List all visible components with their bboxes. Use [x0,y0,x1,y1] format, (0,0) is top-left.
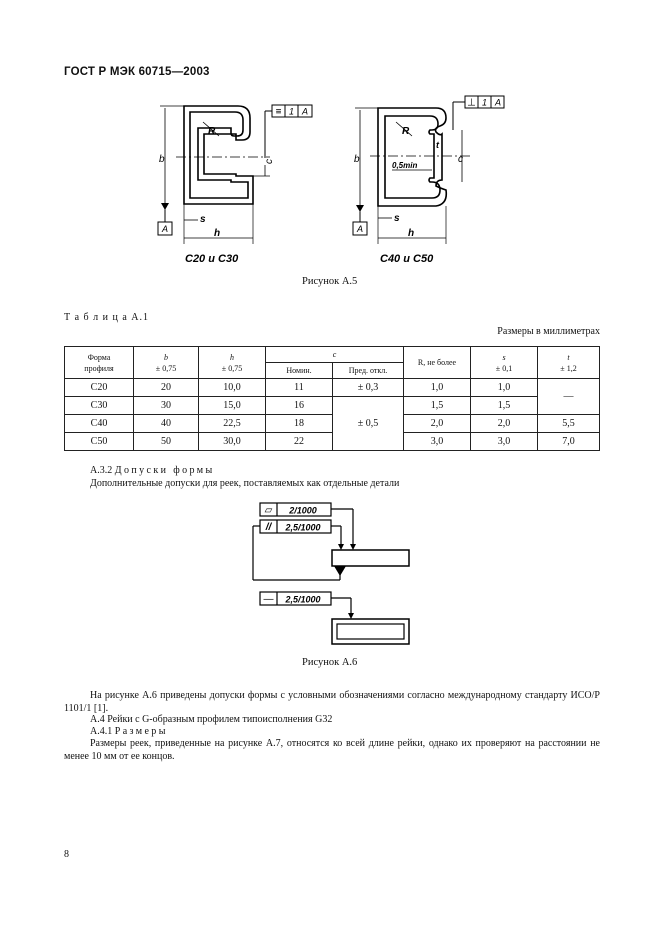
table-row: С20 20 10,0 11 ± 0,3 1,0 1,0 — [65,379,600,397]
paragraph-a6-description: На рисунке А.6 приведены допуски формы с условными обозначениями согласно международному стандарту ИСО/Р 1101/1 [1]. [64,690,600,714]
col-form-header: Форма профиля [65,347,134,379]
svg-text:A: A [356,224,364,234]
datum-frame-left [265,105,312,158]
col-t-header: t ± 1,2 [538,347,600,379]
col-c-nom-header: Номин. [266,363,333,379]
svg-text:2,5/1000: 2,5/1000 [285,594,321,605]
col-c-header: c [266,347,404,363]
svg-text:h: h [214,228,221,239]
profile-c20-c30 [158,105,312,265]
profile-c40-c50 [353,96,504,265]
col-c-dev-header: Пред. откл. [333,363,404,379]
section-a32-heading: А.3.2 Допуски формы [90,465,215,476]
svg-text:R: R [208,126,216,137]
profile-label-right: С40 и С50 [380,253,434,265]
svg-text://: // [265,522,272,533]
svg-text:c: c [458,154,463,165]
svg-text:A: A [494,97,502,108]
svg-text:2/1000: 2/1000 [289,505,317,516]
datum-triangle [334,566,346,576]
tolerance-frame-flatness [260,503,331,516]
rail-section-lower [332,619,409,644]
svg-text:1: 1 [481,97,488,108]
svg-text:b: b [354,154,360,165]
profile-label-left: С20 и С30 [185,253,239,265]
figure-a6-caption: Рисунок А.6 [302,657,358,668]
col-s-header: s ± 0,1 [471,347,538,379]
svg-text:—: — [263,594,274,605]
page-number: 8 [64,849,69,860]
paragraph-a41-text: Размеры реек, приведенные на рисунке А.7, относятся ко всей длине рейки, однако их проверяют на расстоянии не менее 10 мм от ее концов. [64,738,600,762]
section-a32-text: Дополнительные допуски для реек, поставляемых как отдельные детали [90,478,400,489]
tolerance-frame-straightness [260,592,331,605]
section-a4-heading: А.4 Рейки с G-образным профилем типоисполнения G32 [90,714,333,725]
section-a41-heading: А.4.1 Размеры [90,726,168,737]
datum-frame-right [453,96,504,130]
svg-text:R: R [402,126,410,137]
tolerance-frame-parallelism [260,520,331,533]
svg-text:1: 1 [288,106,295,117]
svg-text:▱: ▱ [264,505,273,516]
figure-a6-drawing [245,498,420,654]
frame-symbol: ≡ [275,106,282,118]
svg-text:s: s [200,214,206,225]
svg-text:h: h [408,228,415,239]
svg-text:t: t [436,140,439,150]
col-b-header: b ± 0,75 [134,347,199,379]
svg-text:c: c [264,159,275,164]
table-row: С30 30 15,0 16 ± 0,5 1,5 1,5 [65,397,600,415]
svg-text:b: b [159,154,165,165]
figure-a5-caption: Рисунок А.5 [302,276,358,287]
figure-a5-drawing [140,90,520,275]
svg-text:0,5min: 0,5min [392,161,418,170]
rail-section-upper [332,550,409,566]
table-row: С40 40 22,5 18 2,0 2,0 5,5 [65,415,600,433]
table-row: С50 50 30,0 22 3,0 3,0 7,0 [65,433,600,451]
svg-text:s: s [394,213,400,224]
svg-text:2,5/1000: 2,5/1000 [285,522,321,533]
svg-text:A: A [301,106,309,117]
table-title: Т а б л и ц а А.1 [64,312,149,323]
col-r-header: R, не более [404,347,471,379]
svg-text:A: A [161,224,169,234]
table-a1 [64,346,600,451]
svg-text:⊥: ⊥ [467,97,476,109]
col-h-header: h ± 0,75 [199,347,266,379]
document-header: ГОСТ Р МЭК 60715—2003 [64,66,210,78]
table-units: Размеры в миллиметрах [497,326,600,337]
